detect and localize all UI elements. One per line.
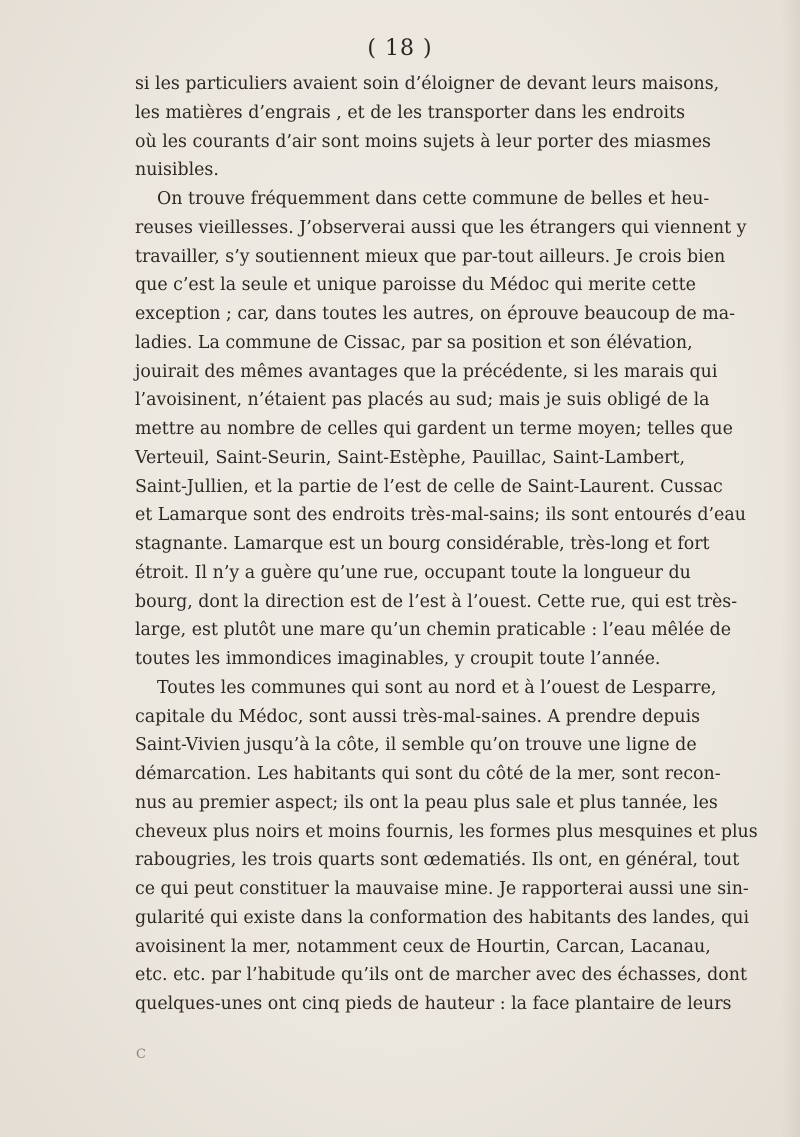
page-number: ( 18 ): [367, 36, 433, 61]
body-text: [135, 70, 758, 1019]
catchword: C: [136, 1047, 146, 1062]
text-line: etc. etc. par l’habitude qu’ils ont de marcher avec des échasses, dont: [135, 965, 747, 986]
text-line: large, est plutôt une mare qu’un chemin praticable : l’eau mêlée de: [135, 620, 732, 641]
text-line: avoisinent la mer, notamment ceux de Hourtin, Carcan, Lacanau,: [135, 936, 711, 957]
text-line: bourg, dont la direction est de l’est à l’ouest. Cette rue, qui est très-: [135, 591, 738, 612]
text-line: rabougries, les trois quarts sont œdematiés. Ils ont, en général, tout: [135, 850, 740, 871]
page-edge-shadow: [782, 0, 800, 1137]
text-line: si les particuliers avaient soin d’éloigner de devant leurs maisons,: [135, 74, 720, 94]
text-line: toutes les immondices imaginables, y croupit toute l’année.: [135, 649, 661, 669]
text-line: stagnante. Lamarque est un bourg considérable, très-long et fort: [135, 534, 710, 554]
text-line: Toutes les communes qui sont au nord et à l’ouest de Lesparre,: [157, 677, 717, 698]
text-line: gularité qui existe dans la conformation des habitants des landes, qui: [135, 907, 750, 928]
text-line: Saint-Vivien jusqu’à la côte, il semble qu’on trouve une ligne de: [135, 735, 697, 756]
text-line: ce qui peut constituer la mauvaise mine. Je rapporterai aussi une sin-: [135, 879, 749, 899]
text-line: On trouve fréquemment dans cette commune de belles et heu-: [157, 189, 710, 209]
text-line: et Lamarque sont des endroits très-mal-sains; ils sont entourés d’eau: [135, 505, 746, 526]
text-line: Saint-Jullien, et la partie de l’est de celle de Saint-Laurent. Cussac: [135, 476, 723, 497]
text-line: démarcation. Les habitants qui sont du côté de la mer, sont recon-: [135, 764, 721, 784]
text-line: nuisibles.: [135, 160, 219, 181]
text-line: où les courants d’air sont moins sujets à leur porter des miasmes: [135, 131, 711, 152]
text-line: capitale du Médoc, sont aussi très-mal-saines. A prendre depuis: [135, 706, 701, 727]
text-line: Verteuil, Saint-Seurin, Saint-Estèphe, Pauillac, Saint-Lambert,: [135, 447, 685, 468]
text-line: que c’est la seule et unique paroisse du Médoc qui merite cette: [135, 275, 696, 296]
text-line: cheveux plus noirs et moins fournis, les formes plus mesquines et plus: [135, 821, 758, 842]
text-line: reuses vieillesses. J’observerai aussi que les étrangers qui viennent y: [135, 217, 747, 238]
text-line: étroit. Il n’y a guère qu’une rue, occupant toute la longueur du: [135, 562, 691, 583]
text-line: ladies. La commune de Cissac, par sa position et son élévation,: [135, 332, 693, 353]
text-line: l’avoisinent, n’étaient pas placés au sud; mais je suis obligé de la: [135, 390, 710, 411]
text-line: nus au premier aspect; ils ont la peau plus sale et plus tannée, les: [135, 792, 718, 813]
text-line: mettre au nombre de celles qui gardent un terme moyen; telles que: [135, 419, 733, 439]
text-line: exception ; car, dans toutes les autres, on éprouve beaucoup de ma-: [135, 304, 735, 324]
text-line: les matières d’engrais , et de les transporter dans les endroits: [135, 102, 685, 123]
text-line: travailler, s’y soutiennent mieux que par-tout ailleurs. Je crois bien: [135, 246, 726, 267]
text-line: quelques-unes ont cinq pieds de hauteur : la face plantaire de leurs: [135, 994, 732, 1014]
text-line: jouirait des mêmes avantages que la précédente, si les marais qui: [135, 361, 718, 382]
